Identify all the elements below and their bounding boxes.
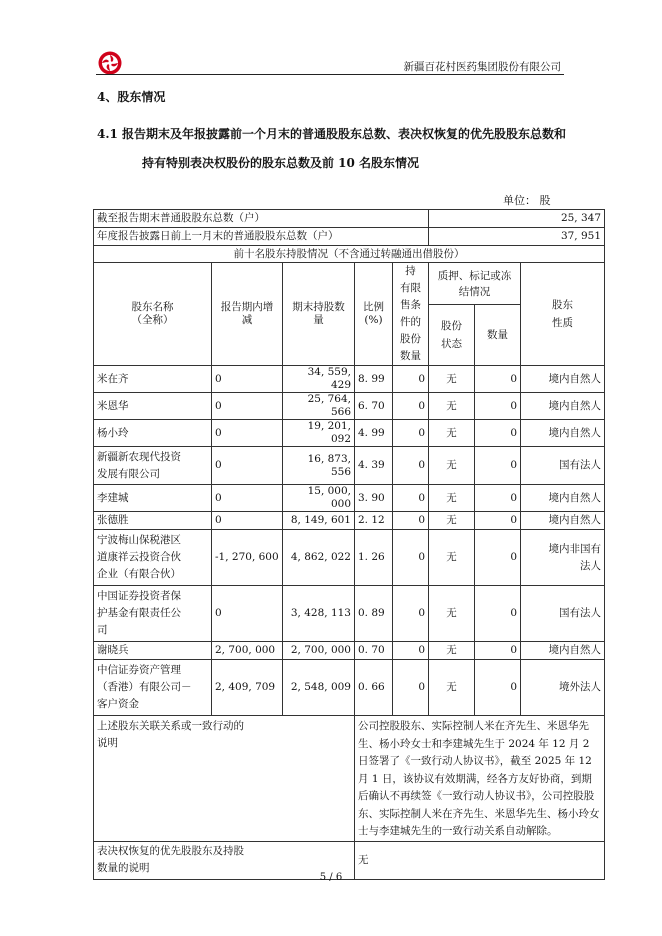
shareholder-table	[93, 209, 605, 880]
shareholder-ratio: 8. 99	[355, 366, 393, 393]
shareholder-nature: 境内自然人	[521, 366, 605, 393]
preferred-label: 表决权恢复的优先股股东及持股 数量的说明	[94, 841, 355, 879]
shareholder-status: 无	[429, 530, 475, 586]
shareholder-name: 米恩华	[94, 393, 212, 420]
page-number: 5 / 6	[319, 872, 343, 883]
shareholder-ratio: 1. 26	[355, 530, 393, 586]
shareholder-ratio: 2. 12	[355, 512, 393, 530]
shareholder-status: 无	[429, 393, 475, 420]
shareholder-name: 中国证券投资者保 护基金有限责任公 司	[94, 586, 212, 642]
related-party-row	[94, 716, 605, 842]
shareholder-nature: 境外法人	[521, 660, 605, 716]
shareholder-change: 0	[212, 485, 283, 512]
total-holders-label: 截至报告期末普通股股东总数（户）	[94, 210, 429, 228]
prev-month-row	[94, 228, 605, 246]
table-row	[94, 393, 605, 420]
shareholder-qty: 0	[475, 447, 521, 485]
shareholder-nature: 境内自然人	[521, 420, 605, 447]
top10-caption-row	[94, 246, 605, 263]
shareholder-restricted: 0	[393, 586, 429, 642]
shareholder-change: 0	[212, 447, 283, 485]
shareholder-qty: 0	[475, 512, 521, 530]
shareholder-status: 无	[429, 512, 475, 530]
shareholder-name: 谢晓兵	[94, 642, 212, 660]
shareholder-holding: 3, 428, 113	[283, 586, 355, 642]
shareholder-qty: 0	[475, 660, 521, 716]
prev-month-value: 37, 951	[429, 228, 605, 246]
shareholder-qty: 0	[475, 586, 521, 642]
header-pledge: 质押、标记或冻 结情况	[429, 263, 521, 305]
shareholder-ratio: 0. 70	[355, 642, 393, 660]
subtitle-line-2: 持有特别表决权股份的股东总数及前 10 名股东情况	[142, 156, 420, 170]
table-row	[94, 530, 605, 586]
preferred-value: 无	[355, 841, 605, 879]
shareholder-nature: 国有法人	[521, 447, 605, 485]
table-row	[94, 447, 605, 485]
shareholder-restricted: 0	[393, 447, 429, 485]
header-ratio: 比例 (%)	[355, 263, 393, 366]
shareholder-qty: 0	[475, 530, 521, 586]
header-quantity: 数量	[475, 305, 521, 366]
unit-label: 单位： 股	[503, 194, 551, 207]
shareholder-qty: 0	[475, 485, 521, 512]
company-name: 新疆百花村医药集团股份有限公司	[403, 61, 561, 73]
related-party-text: 公司控股股东、实际控制人米在齐先生、米恩华先生、杨小玲女士和李建城先生于 2024 年 12 月 2 日签署了《一致行动人协议书》，截至 2025 年 12 月 1 日，该协议有效期满，经各方友好协商，到期后确认不再续签《一致行动人协议书》，公司控股股东、实际控制人米在齐先生、米恩华先生、杨小玲女士与李建城先生的一致行动关系自动解除。	[355, 716, 605, 842]
header-name: 股东名称 （全称）	[94, 263, 212, 366]
table-row	[94, 512, 605, 530]
shareholder-change: 0	[212, 393, 283, 420]
shareholder-ratio: 4. 99	[355, 420, 393, 447]
shareholder-change: 0	[212, 366, 283, 393]
shareholder-nature: 境内自然人	[521, 485, 605, 512]
table-row	[94, 366, 605, 393]
shareholder-change: 0	[212, 586, 283, 642]
table-row	[94, 642, 605, 660]
prev-month-label: 年度报告披露日前上一月末的普通股股东总数（户）	[94, 228, 429, 246]
shareholder-ratio: 3. 90	[355, 485, 393, 512]
section-title: 4、股东情况	[97, 90, 166, 104]
shareholder-status: 无	[429, 366, 475, 393]
shareholder-restricted: 0	[393, 393, 429, 420]
table-row	[94, 586, 605, 642]
shareholder-restricted: 0	[393, 420, 429, 447]
shareholder-status: 无	[429, 420, 475, 447]
table-row	[94, 660, 605, 716]
shareholder-nature: 境内自然人	[521, 642, 605, 660]
shareholder-holding: 25, 764, 566	[283, 393, 355, 420]
shareholder-name: 宁波梅山保税港区 道康祥云投资合伙 企业（有限合伙）	[94, 530, 212, 586]
shareholder-nature: 境内非国有 法人	[521, 530, 605, 586]
shareholder-qty: 0	[475, 420, 521, 447]
shareholder-name: 杨小玲	[94, 420, 212, 447]
shareholder-holding: 34, 559, 429	[283, 366, 355, 393]
shareholder-qty: 0	[475, 393, 521, 420]
shareholder-change: 0	[212, 420, 283, 447]
section-subtitle	[97, 120, 566, 178]
shareholder-restricted: 0	[393, 366, 429, 393]
shareholder-nature: 境内自然人	[521, 512, 605, 530]
shareholder-name: 张德胜	[94, 512, 212, 530]
shareholder-ratio: 4. 39	[355, 447, 393, 485]
header-divider	[96, 74, 564, 75]
header-holding: 期末持股数 量	[283, 263, 355, 366]
shareholder-qty: 0	[475, 366, 521, 393]
shareholder-restricted: 0	[393, 530, 429, 586]
table-row	[94, 420, 605, 447]
shareholder-holding: 2, 700, 000	[283, 642, 355, 660]
shareholder-holding: 16, 873, 556	[283, 447, 355, 485]
shareholder-name: 中信证券资产管理 （香港）有限公司－ 客户资金	[94, 660, 212, 716]
table-row	[94, 485, 605, 512]
shareholder-ratio: 6. 70	[355, 393, 393, 420]
shareholder-restricted: 0	[393, 642, 429, 660]
shareholder-change: 2, 700, 000	[212, 642, 283, 660]
flower-logo-icon	[98, 51, 122, 75]
shareholder-nature: 国有法人	[521, 586, 605, 642]
shareholder-name: 李建城	[94, 485, 212, 512]
header-row-1	[94, 263, 605, 305]
shareholder-status: 无	[429, 660, 475, 716]
shareholder-holding: 8, 149, 601	[283, 512, 355, 530]
shareholder-holding: 4, 862, 022	[283, 530, 355, 586]
header-share-status: 股份 状态	[429, 305, 475, 366]
shareholder-holding: 2, 548, 009	[283, 660, 355, 716]
shareholder-status: 无	[429, 642, 475, 660]
shareholder-restricted: 0	[393, 485, 429, 512]
shareholder-holding: 19, 201, 092	[283, 420, 355, 447]
shareholder-name: 新疆新农现代投资 发展有限公司	[94, 447, 212, 485]
shareholder-nature: 境内自然人	[521, 393, 605, 420]
header-change: 报告期内增 减	[212, 263, 283, 366]
shareholder-restricted: 0	[393, 512, 429, 530]
header-restricted: 持 有限 售条 件的 股份 数量	[393, 263, 429, 366]
shareholder-status: 无	[429, 447, 475, 485]
top10-caption: 前十名股东持股情况（不含通过转融通出借股份）	[94, 246, 605, 263]
shareholder-holding: 15, 000, 000	[283, 485, 355, 512]
total-holders-value: 25, 347	[429, 210, 605, 228]
shareholder-name: 米在齐	[94, 366, 212, 393]
shareholder-ratio: 0. 89	[355, 586, 393, 642]
shareholder-status: 无	[429, 485, 475, 512]
shareholder-qty: 0	[475, 642, 521, 660]
subtitle-line-1: 4.1 报告期末及年报披露前一个月末的普通股股东总数、表决权恢复的优先股股东总数和	[97, 127, 567, 141]
shareholder-change: 0	[212, 512, 283, 530]
related-party-label: 上述股东关联关系或一致行动的 说明	[94, 716, 355, 842]
shareholder-ratio: 0. 66	[355, 660, 393, 716]
total-holders-row	[94, 210, 605, 228]
header-nature: 股东 性质	[521, 263, 605, 366]
shareholder-restricted: 0	[393, 660, 429, 716]
shareholder-change: 2, 409, 709	[212, 660, 283, 716]
shareholder-status: 无	[429, 586, 475, 642]
shareholder-change: -1, 270, 600	[212, 530, 283, 586]
